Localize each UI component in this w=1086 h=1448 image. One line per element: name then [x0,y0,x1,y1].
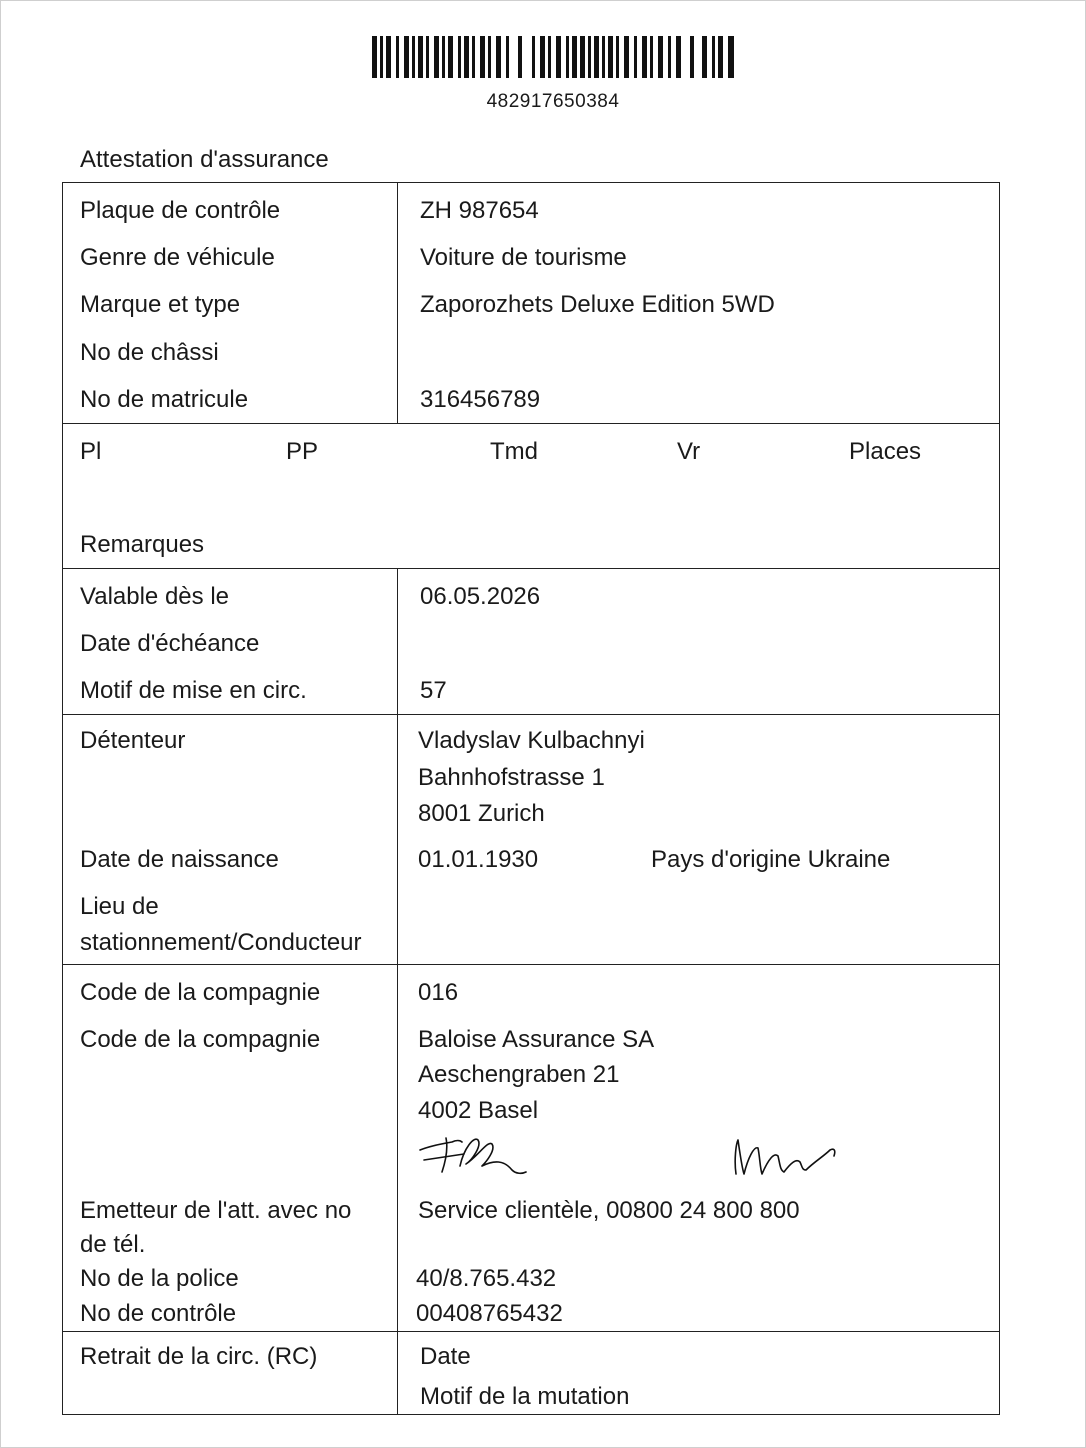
plate-label: Plaque de contrôle [80,197,281,224]
column-divider-company [397,964,398,1331]
expiry-label: Date d'échéance [80,630,260,657]
holder-name: Vladyslav Kulbachnyi [418,727,645,754]
plate-value: ZH 987654 [420,197,539,224]
parking-location-label-line1: Lieu de [80,893,159,920]
places-label: Places [849,438,922,465]
divider-company [62,1331,1000,1332]
vehicle-kind-value: Voiture de tourisme [420,244,627,271]
column-divider-withdrawal [397,1331,398,1415]
column-divider-vehicle [397,182,398,423]
issuer-label-line1: Emetteur de l'att. avec no [80,1197,352,1224]
holder-street: Bahnhofstrasse 1 [418,764,605,791]
control-number-value: 00408765432 [416,1300,563,1327]
company-code-label: Code de la compagnie [80,979,321,1006]
chassis-label: No de châssi [80,339,219,366]
company-street: Aeschengraben 21 [418,1061,620,1088]
barcode-number: 482917650384 [486,91,620,112]
mutation-reason-label: Motif de la mutation [420,1383,630,1410]
company-name-label: Code de la compagnie [80,1026,321,1053]
company-name: Baloise Assurance SA [418,1026,655,1053]
vr-label: Vr [677,438,701,465]
divider-vehicle [62,423,1000,424]
issuer-value: Service clientèle, 00800 24 800 800 [418,1197,800,1224]
make-label: Marque et type [80,291,241,318]
policy-number-value: 40/8.765.432 [416,1265,557,1292]
valid-from-value: 06.05.2026 [420,583,541,610]
remarks-label: Remarques [80,531,205,558]
document-title: Attestation d'assurance [80,146,329,173]
signature-right [730,1134,842,1180]
holder-city: 8001 Zurich [418,800,545,827]
withdrawal-label: Retrait de la circ. (RC) [80,1343,318,1370]
issuer-label-line2: de tél. [80,1231,146,1258]
company-code-value: 016 [418,979,459,1006]
control-number-label: No de contrôle [80,1300,237,1327]
holder-label: Détenteur [80,727,186,754]
tmd-label: Tmd [490,438,538,465]
valid-from-label: Valable dès le [80,583,229,610]
circulation-reason-label: Motif de mise en circ. [80,677,307,704]
divider-specs [62,568,1000,569]
birth-date-value: 01.01.1930 [418,846,539,873]
policy-number-label: No de la police [80,1265,239,1292]
matricule-value: 316456789 [420,386,541,413]
circulation-reason-value: 57 [420,677,447,704]
pp-label: PP [286,438,319,465]
divider-holder [62,964,1000,965]
pl-label: Pl [80,438,102,465]
birth-date-label: Date de naissance [80,846,279,873]
withdrawal-date-label: Date [420,1343,471,1370]
origin-country: Pays d'origine Ukraine [651,846,891,873]
vehicle-kind-label: Genre de véhicule [80,244,275,271]
matricule-label: No de matricule [80,386,249,413]
divider-validity [62,714,1000,715]
barcode-graphic [372,36,734,78]
column-divider-holder [397,714,398,964]
parking-location-label-line2: stationnement/Conducteur [80,929,362,956]
company-city: 4002 Basel [418,1097,539,1124]
column-divider-validity [397,568,398,714]
signature-left [416,1130,530,1180]
make-value: Zaporozhets Deluxe Edition 5WD [420,291,775,318]
